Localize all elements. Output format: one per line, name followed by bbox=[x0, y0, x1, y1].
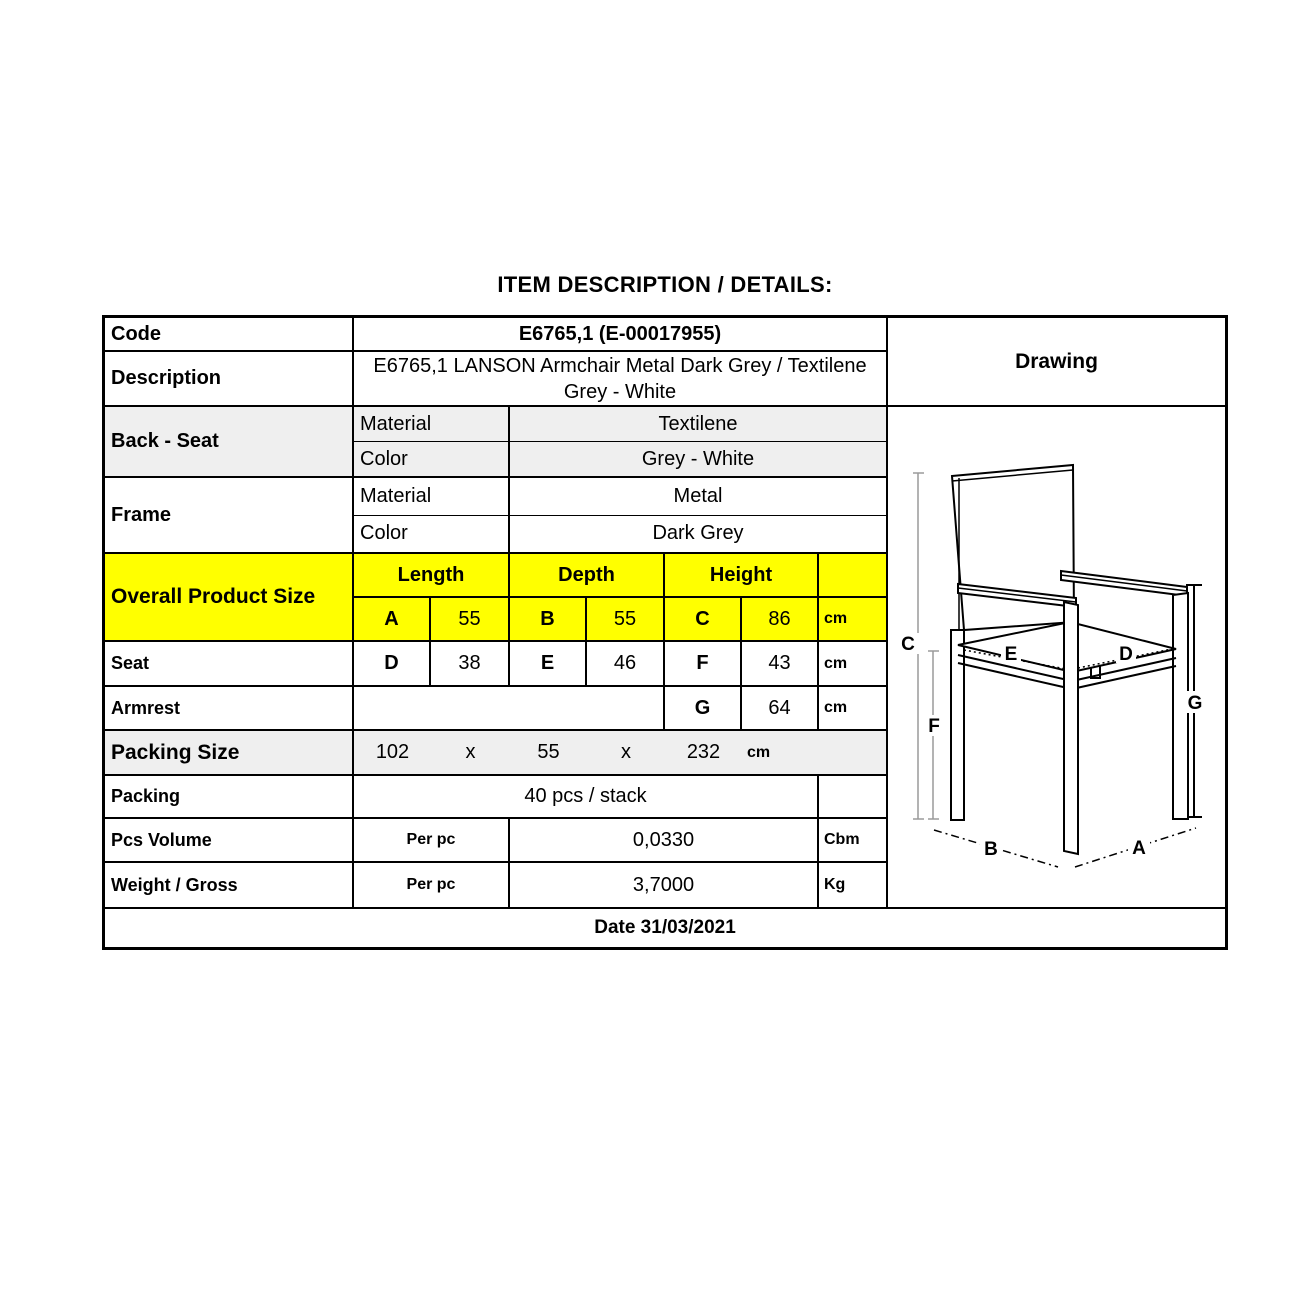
pcs-volume-value: 0,0330 bbox=[510, 819, 819, 861]
label-e: E bbox=[1004, 644, 1018, 665]
overall-size-subrows bbox=[354, 554, 886, 640]
chair-drawing bbox=[888, 407, 1225, 905]
packing-size-value-2: 55 bbox=[537, 741, 560, 763]
packing-size-value-1: 102 bbox=[375, 741, 410, 763]
back-seat-material-value: Textilene bbox=[658, 412, 738, 435]
label-f: F bbox=[928, 716, 940, 737]
row-packing bbox=[105, 776, 886, 819]
armrest-label: Armrest bbox=[105, 687, 354, 729]
frame-color-row bbox=[354, 516, 886, 553]
size-values-row bbox=[354, 598, 886, 640]
table-body bbox=[105, 318, 1225, 907]
seat-label: Seat bbox=[105, 642, 354, 685]
depth-header: Depth bbox=[510, 554, 665, 596]
drawing-area bbox=[888, 407, 1225, 907]
weight-gross-label: Weight / Gross bbox=[105, 863, 354, 907]
dim-c-value: 86 bbox=[742, 598, 819, 640]
description-label: Description bbox=[105, 352, 354, 405]
frame-color-label: Color bbox=[354, 516, 510, 553]
weight-gross-value: 3,7000 bbox=[510, 863, 819, 907]
seat-unit: cm bbox=[824, 654, 848, 672]
label-a: A bbox=[1132, 838, 1146, 859]
spec-left-section bbox=[105, 318, 886, 907]
packing-empty-cell bbox=[819, 776, 886, 817]
dim-f-value: 43 bbox=[742, 642, 819, 685]
label-c: C bbox=[901, 634, 915, 655]
frame-material-row bbox=[354, 478, 886, 516]
back-seat-color-row bbox=[354, 442, 886, 476]
dim-d-label: D bbox=[354, 642, 431, 685]
chair-front-left-leg bbox=[1064, 602, 1078, 854]
dim-e-value: 46 bbox=[587, 642, 665, 685]
back-seat-color-value: Grey - White bbox=[641, 447, 755, 470]
back-seat-label: Back - Seat bbox=[105, 407, 354, 476]
weight-gross-unit: Kg bbox=[824, 876, 846, 893]
armrest-unit: cm bbox=[824, 699, 848, 716]
packing-label: Packing bbox=[105, 776, 354, 817]
length-header: Length bbox=[354, 554, 510, 596]
pcs-volume-label: Pcs Volume bbox=[105, 819, 354, 861]
packing-size-sep-1: x bbox=[465, 741, 476, 763]
chair-back-left-leg bbox=[951, 630, 964, 820]
drawing-panel bbox=[886, 318, 1225, 907]
back-seat-color-label: Color bbox=[354, 442, 510, 476]
row-packing-size bbox=[105, 731, 886, 776]
size-header-empty-cell bbox=[819, 554, 886, 596]
dim-g-value: 64 bbox=[742, 687, 819, 729]
label-g: G bbox=[1187, 693, 1203, 714]
row-description bbox=[105, 352, 886, 407]
back-seat-material-label: Material bbox=[354, 407, 510, 441]
packing-size-label: Packing Size bbox=[105, 731, 354, 774]
packing-size-value-3: 232 bbox=[686, 741, 721, 763]
dim-c-label: C bbox=[665, 598, 742, 640]
label-b: B bbox=[984, 839, 998, 860]
pcs-volume-unit: Cbm bbox=[824, 831, 860, 848]
dim-a-value: 55 bbox=[431, 598, 510, 640]
page-title: ITEM DESCRIPTION / DETAILS: bbox=[497, 272, 833, 297]
group-frame bbox=[105, 478, 886, 554]
overall-size-label: Overall Product Size bbox=[105, 554, 354, 640]
dim-f-label: F bbox=[665, 642, 742, 685]
weight-gross-per-label: Per pc bbox=[354, 863, 510, 907]
chair-outline bbox=[951, 465, 1188, 854]
row-weight-gross bbox=[105, 863, 886, 907]
label-d: D bbox=[1119, 644, 1133, 665]
packing-size-sep-2: x bbox=[621, 741, 631, 763]
description-value: E6765,1 LANSON Armchair Metal Dark Grey / Textilene Grey - White bbox=[373, 354, 867, 403]
spec-table bbox=[102, 315, 1228, 950]
dim-a-label: A bbox=[354, 598, 431, 640]
date-row: Date 31/03/2021 bbox=[105, 907, 1225, 947]
dim-b-label: B bbox=[510, 598, 587, 640]
frame-subrows bbox=[354, 478, 886, 552]
row-code bbox=[105, 318, 886, 352]
code-value: E6765,1 (E-00017955) bbox=[518, 322, 722, 345]
frame-color-value: Dark Grey bbox=[652, 522, 744, 545]
size-header-row bbox=[354, 554, 886, 598]
row-pcs-volume bbox=[105, 819, 886, 863]
height-header: Height bbox=[665, 554, 819, 596]
packing-size-unit: cm bbox=[747, 743, 771, 761]
dim-b-value: 55 bbox=[587, 598, 665, 640]
frame-material-label: Material bbox=[354, 478, 510, 515]
overall-size-unit: cm bbox=[824, 610, 848, 627]
back-seat-material-row bbox=[354, 407, 886, 442]
group-back-seat bbox=[105, 407, 886, 478]
dim-d-value: 38 bbox=[431, 642, 510, 685]
pcs-volume-per-label: Per pc bbox=[354, 819, 510, 861]
dim-e-label: E bbox=[510, 642, 587, 685]
row-armrest bbox=[105, 687, 886, 731]
dim-g-label: G bbox=[665, 687, 742, 729]
drawing-header: Drawing bbox=[888, 318, 1225, 407]
code-label: Code bbox=[105, 318, 354, 350]
armrest-empty-cell bbox=[354, 687, 665, 729]
row-seat bbox=[105, 642, 886, 687]
frame-material-value: Metal bbox=[673, 484, 723, 507]
frame-label: Frame bbox=[105, 478, 354, 552]
back-seat-subrows bbox=[354, 407, 886, 476]
group-overall-size bbox=[105, 554, 886, 642]
packing-value: 40 pcs / stack bbox=[354, 776, 819, 817]
